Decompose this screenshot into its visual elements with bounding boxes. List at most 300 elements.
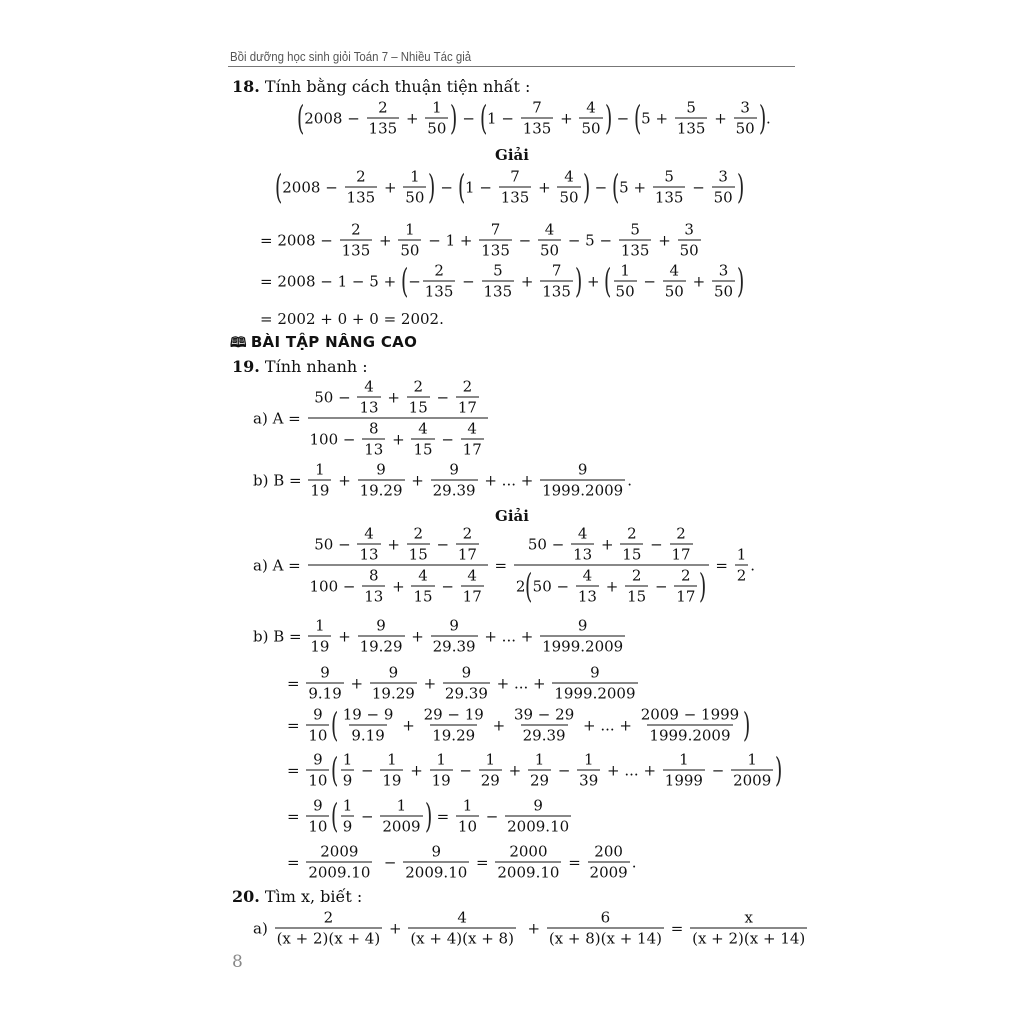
fraction [306,664,343,703]
math-text: 7 [551,261,562,280]
math-text: 1 [583,750,594,769]
math-text: − [454,761,477,779]
math-text: 50 [713,188,733,207]
numerator [367,420,381,439]
math-text: − [638,272,661,290]
math-text: = [287,853,305,871]
math-text: 13 [364,440,384,459]
math-text: 50 − [527,535,570,553]
math-text: 29 − 19 [423,705,484,724]
math-text: − [687,178,710,196]
numerator [745,751,759,770]
math-text: + [405,761,428,779]
fraction [639,706,741,745]
math-text: 2 [515,577,526,595]
math-text: + [533,178,556,196]
math-text: 50 [735,119,755,138]
math-text: 4 [586,98,596,117]
fraction [431,461,478,500]
fraction [731,751,773,790]
fraction [479,751,502,790]
math-text: − [436,577,459,595]
fraction [512,706,576,745]
math-line [297,99,771,138]
math-text: 4 [364,524,374,543]
math-text: 9 [313,796,323,815]
denominator [614,281,637,301]
math-text: 135 [341,241,371,260]
math-text: = [287,716,305,734]
math-text: 3 [718,261,729,280]
math-text: + ... + [578,716,637,734]
numerator [716,168,730,187]
math-text: 19 [382,771,402,790]
math-text: (x + 2)(x + 14) [692,929,806,948]
denominator [505,816,571,836]
math-text: 50 [405,188,425,207]
fraction [275,909,383,948]
math-text: = [287,807,305,825]
math-text: = [489,556,512,574]
denominator [625,586,648,606]
numerator [434,751,448,770]
expression-group [516,567,707,606]
denominator [431,636,478,656]
numerator [630,567,644,586]
numerator [717,262,731,281]
math-text: 29.39 [522,726,566,745]
math-text: + [374,231,397,249]
numerator [735,546,749,565]
math-text: 17 [676,587,696,606]
math-text: 9 [449,460,459,479]
expression-group [310,567,486,606]
numerator [592,843,625,862]
math-text: 1 [315,616,325,635]
math-text: = [287,674,305,692]
right-paren: ) [736,167,744,207]
fraction [579,99,602,138]
numerator [530,99,544,118]
math-text: 1 [342,750,353,769]
fraction [340,221,373,260]
fraction [443,664,490,703]
math-text: + [653,231,676,249]
left-paren: ( [457,167,466,207]
math-text: 2 [323,908,334,927]
math-text: 7 [532,98,542,117]
math-text: 9 [342,817,353,836]
math-text: − [436,430,459,448]
denominator [380,816,422,836]
math-text: a) A = [253,556,306,574]
numerator [581,567,595,586]
problem-number: 18. [232,77,260,96]
denominator [306,770,329,790]
math-text: 50 − [314,535,356,553]
math-text: 19 [310,637,330,656]
numerator [341,797,355,816]
math-text: 39 [579,771,599,790]
math-text: 2009.10 [497,863,560,882]
math-text: a) [253,919,273,937]
math-text: 13 [577,587,597,606]
math-text: − [706,761,730,779]
header-divider [228,66,795,67]
math-text: 1 [405,220,415,239]
parenthesized-group [401,262,582,301]
fraction [557,168,580,207]
math-text: + [406,471,429,489]
math-text: 1 [736,545,747,564]
math-text: − [356,807,379,825]
numerator [341,751,355,770]
denominator [370,683,417,703]
math-text: + ... + [479,471,539,489]
parenthesized-group [331,751,782,790]
open-book-icon: 🕮 [230,335,247,351]
parenthesized-group [612,168,744,207]
numerator [408,168,422,187]
fraction [461,420,484,459]
math-text: 19 [431,771,451,790]
math-text: 2009 [589,863,628,882]
numerator [362,525,376,544]
expression-group [310,420,486,459]
math-text: − [513,231,536,249]
math-text: = [665,919,689,937]
math-text: 13 [359,545,379,564]
numerator [465,420,479,439]
right-paren: ) [604,98,612,138]
math-text: 4 [418,566,428,585]
math-text: = [471,853,494,871]
denominator [407,544,430,564]
math-text: 2009.10 [405,863,468,882]
left-paren: ( [331,705,339,745]
math-text: 50 − [314,388,356,406]
denominator [367,118,400,138]
denominator [521,118,554,138]
left-paren: ( [331,750,339,790]
numerator [311,797,325,816]
fraction [675,99,708,138]
math-text: 1 [462,796,473,815]
math-text: 135 [522,119,552,138]
parenthesized-group [634,99,766,138]
problem-title: Tìm x, biết : [259,887,363,906]
denominator [308,480,331,500]
math-text: + [379,178,402,196]
numerator [311,751,325,770]
math-text: − [481,807,504,825]
math-text: 1 [432,98,442,117]
math-text: + ... + [602,761,661,779]
math-text: 2 [413,524,423,543]
fraction [620,525,643,564]
expression-group [314,378,481,417]
math-text: 9 [577,616,588,635]
math-text: − 1 + [423,231,478,249]
math-text: . [627,471,632,489]
math-text: + [401,109,424,127]
math-text: 9 [376,616,386,635]
fraction [341,751,355,790]
fraction [430,751,453,790]
fraction [678,221,701,260]
numerator [455,909,469,928]
math-text: 7 [490,220,501,239]
math-text: + [516,272,539,290]
math-text: 1999.2009 [554,684,636,703]
math-text: 5 + [619,178,651,196]
problem-18-heading [232,77,530,96]
fraction [358,461,405,500]
math-text: 100 − [309,430,361,448]
math-text: 50 [581,119,601,138]
denominator [735,565,749,585]
math-text: b) B = [253,471,307,489]
math-text: (x + 2)(x + 4) [276,929,381,948]
denominator [398,240,421,260]
numerator [461,378,475,397]
denominator [540,636,625,656]
fraction [380,751,403,790]
fraction [306,843,372,882]
right-paren: ) [699,566,707,606]
numerator [679,567,693,586]
fraction [712,168,735,207]
denominator [362,439,385,459]
math-text: 50 − [532,577,574,595]
math-line [253,909,809,948]
math-text: + [487,716,510,734]
math-text: 135 [424,282,454,301]
numerator [429,843,443,862]
math-text: 17 [462,440,482,459]
fraction [619,221,652,260]
fraction [370,664,417,703]
numerator [395,797,409,816]
math-text: − [589,178,612,196]
denominator [647,725,732,745]
denominator [579,118,602,138]
problem-title: Tính nhanh : [259,357,368,376]
math-text: − [553,761,576,779]
numerator [618,262,632,281]
math-line [287,843,637,882]
fraction [538,221,561,260]
math-text: 4 [582,566,593,585]
denominator [306,816,329,836]
fraction [308,378,488,459]
math-text: 100 − [309,577,361,595]
denominator [403,862,469,882]
denominator [479,240,512,260]
math-text: + [406,627,429,645]
numerator [312,378,483,418]
denominator [431,480,478,500]
math-text: 2 [351,220,361,239]
numerator [576,461,590,480]
numerator [599,909,613,928]
math-text: + [582,272,605,290]
math-text: x [744,908,753,927]
math-text: 1 [679,750,689,769]
math-text: 2 [631,566,642,585]
math-text: 2009 − 1999 [640,705,740,724]
fraction [456,525,479,564]
numerator [576,617,590,636]
math-text: 50 [400,241,420,260]
math-text: 1 [342,796,353,815]
math-text: 4 [544,220,555,239]
math-text: 9 [461,663,472,682]
right-paren: ) [582,167,590,207]
math-text: (x + 4)(x + 8) [410,929,514,948]
denominator [456,544,479,564]
math-text: 39 − 29 [513,705,575,724]
denominator [731,770,773,790]
math-text: + [555,109,578,127]
denominator [362,586,385,606]
numerator [576,525,590,544]
numerator [489,221,503,240]
math-text: 5 [493,261,503,280]
denominator [357,544,380,564]
math-text: + ... + [479,627,539,645]
fraction [540,461,625,500]
denominator [712,281,735,301]
math-text: a) A = [253,409,306,427]
right-paren: ) [450,98,458,138]
math-text: 9 [320,663,330,682]
math-text: − [611,109,634,127]
math-text: 50 [615,282,635,301]
parenthesized-group [458,168,590,207]
denominator [306,683,343,703]
math-text: 1 [485,750,496,769]
parenthesized-group [331,797,431,836]
math-text: b) B = [253,627,307,645]
denominator [430,725,477,745]
math-text: 29.39 [432,637,476,656]
right-paren: ) [574,261,583,301]
math-text: + ... + [491,674,551,692]
math-text: 9 [577,460,588,479]
fraction [407,525,430,564]
math-text: − [431,535,454,553]
fraction [712,262,735,301]
math-text: 9 [388,663,399,682]
math-text: = 2008 − 1 − 5 + [260,272,401,290]
math-text: + [387,430,410,448]
section-heading [230,332,417,356]
left-paren: ( [479,98,488,138]
math-text: 2 [413,377,423,396]
right-paren: ) [775,750,783,790]
denominator [461,439,484,459]
fraction [552,664,637,703]
math-text: 135 [346,188,376,207]
math-text: 29.39 [444,684,488,703]
fraction [670,525,693,564]
math-text: 2008 − [304,109,365,127]
denominator [557,187,580,207]
math-text: 5 + [641,109,673,127]
fraction [482,262,515,301]
math-text: 1 [396,796,407,815]
numerator [484,751,498,770]
problem-number: 20. [232,887,260,906]
denominator [345,187,378,207]
math-text: 1999.2009 [542,637,624,656]
denominator [306,862,372,882]
page-number: 8 [232,952,243,972]
math-text: 13 [573,545,593,564]
denominator [540,480,625,500]
parenthesized-group [604,262,744,301]
math-text: 9 [342,771,353,790]
math-text: 5 [664,167,674,186]
math-text: 15 [408,545,428,564]
fraction [456,797,479,836]
fraction [456,378,479,417]
math-text: 10 [308,771,328,790]
numerator [508,168,522,187]
math-text: + [382,388,405,406]
math-text: + [709,109,732,127]
fraction [734,99,757,138]
math-text: 200 [594,842,623,861]
math-line [260,310,444,328]
math-text: 50 [559,188,579,207]
fraction [357,525,380,564]
math-text: 135 [500,188,530,207]
denominator [430,770,453,790]
solution-label: Giải [495,507,529,525]
running-header: Bồi dưỡng học sinh giỏi Toán 7 – Nhiều Tác giả [230,49,472,64]
right-paren: ) [428,167,436,207]
math-text: = [431,807,454,825]
math-text: 3 [718,167,728,186]
math-text: 1 − [487,109,519,127]
numerator [312,525,483,565]
math-text: 2 [681,566,691,585]
math-text: . [750,556,756,574]
numerator [682,221,696,240]
right-paren: ) [737,261,745,301]
denominator [588,862,630,882]
math-text: 4 [467,419,477,438]
denominator [540,281,573,301]
numerator [374,617,388,636]
fraction [663,751,705,790]
numerator [447,617,461,636]
math-text: 1 [315,460,325,479]
math-line [260,262,744,301]
denominator [663,770,705,790]
numerator [461,797,475,816]
math-text: 135 [676,119,706,138]
math-text: 4 [564,167,574,186]
math-text: − [645,535,668,553]
numerator [550,262,564,281]
math-text: 9 [431,842,442,861]
math-text: 2 [736,566,747,585]
denominator [499,187,532,207]
numerator [322,909,336,928]
